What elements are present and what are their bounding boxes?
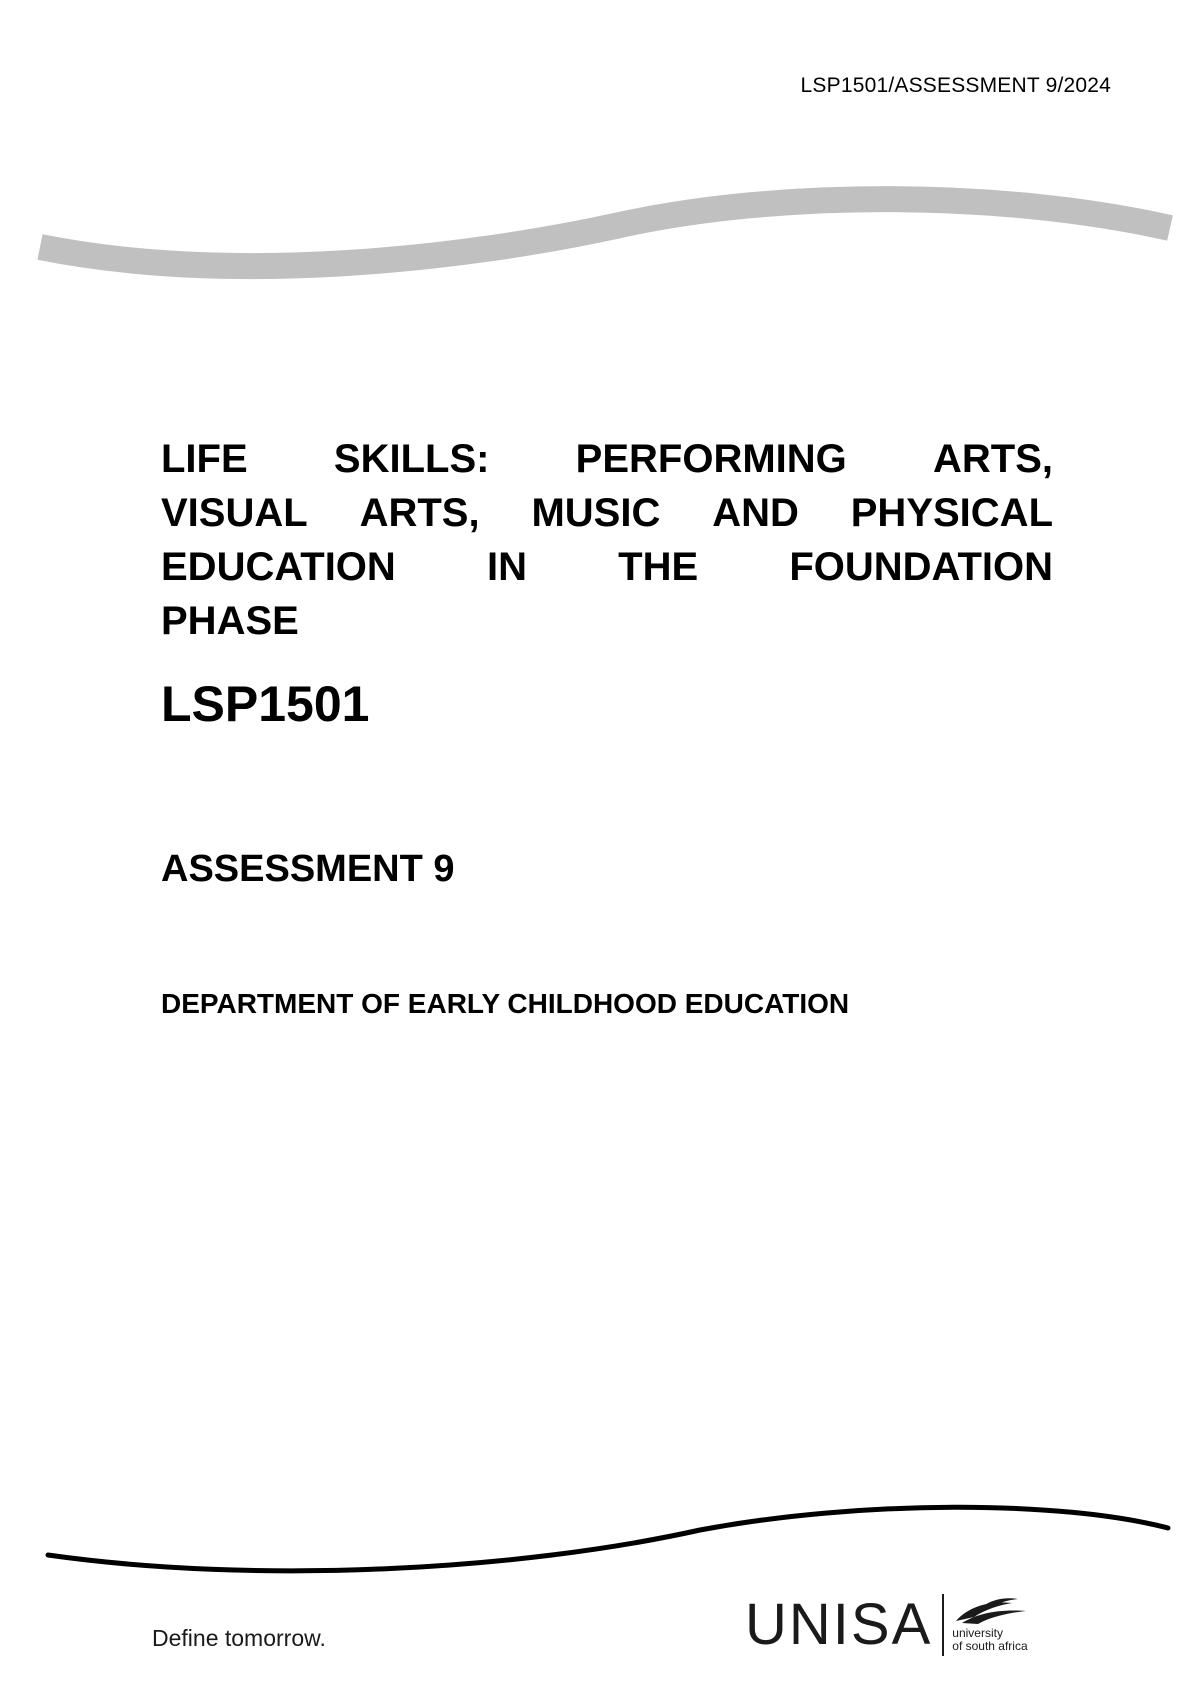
course-code: LSP1501	[161, 676, 370, 732]
logo-subtitle-line-2: of south africa	[952, 1639, 1028, 1653]
wave-top-stroke	[40, 199, 1170, 266]
logo-wordmark: UNISA	[745, 1592, 933, 1657]
tagline: Define tomorrow.	[152, 1625, 326, 1651]
title-word: THE	[618, 545, 699, 589]
title-line-1	[161, 432, 1053, 486]
title-line-3	[161, 540, 1053, 594]
title-word: PERFORMING	[575, 437, 847, 481]
logo-divider	[942, 1594, 944, 1656]
title-line-4	[161, 594, 1053, 648]
department-name: DEPARTMENT OF EARLY CHILDHOOD EDUCATION	[161, 988, 850, 1019]
title-word: PHYSICAL	[850, 491, 1053, 535]
course-title	[161, 432, 1053, 648]
title-word: VISUAL	[161, 491, 308, 535]
unisa-logo	[745, 1590, 1030, 1660]
title-word: MUSIC	[531, 491, 661, 535]
title-word: ARTS,	[359, 491, 480, 535]
decorative-wave-top	[0, 170, 1200, 310]
document-reference: LSP1501/ASSESSMENT 9/2024	[800, 74, 1111, 97]
title-word: AND	[712, 491, 799, 535]
title-word: PHASE	[161, 599, 299, 643]
bird-wing-icon	[952, 1597, 1030, 1627]
title-word: SKILLS:	[333, 437, 490, 481]
logo-emblem	[952, 1592, 1030, 1658]
decorative-wave-bottom	[0, 1500, 1200, 1590]
title-word: EDUCATION	[161, 545, 396, 589]
title-word: ARTS,	[933, 437, 1053, 481]
title-word: FOUNDATION	[789, 545, 1053, 589]
title-line-2	[161, 486, 1053, 540]
title-word: LIFE	[161, 437, 248, 481]
title-word: IN	[486, 545, 527, 589]
logo-subtitle-line-1: university	[952, 1626, 1003, 1640]
wave-bottom-stroke	[48, 1507, 1168, 1571]
assessment-title: ASSESSMENT 9	[161, 848, 455, 890]
